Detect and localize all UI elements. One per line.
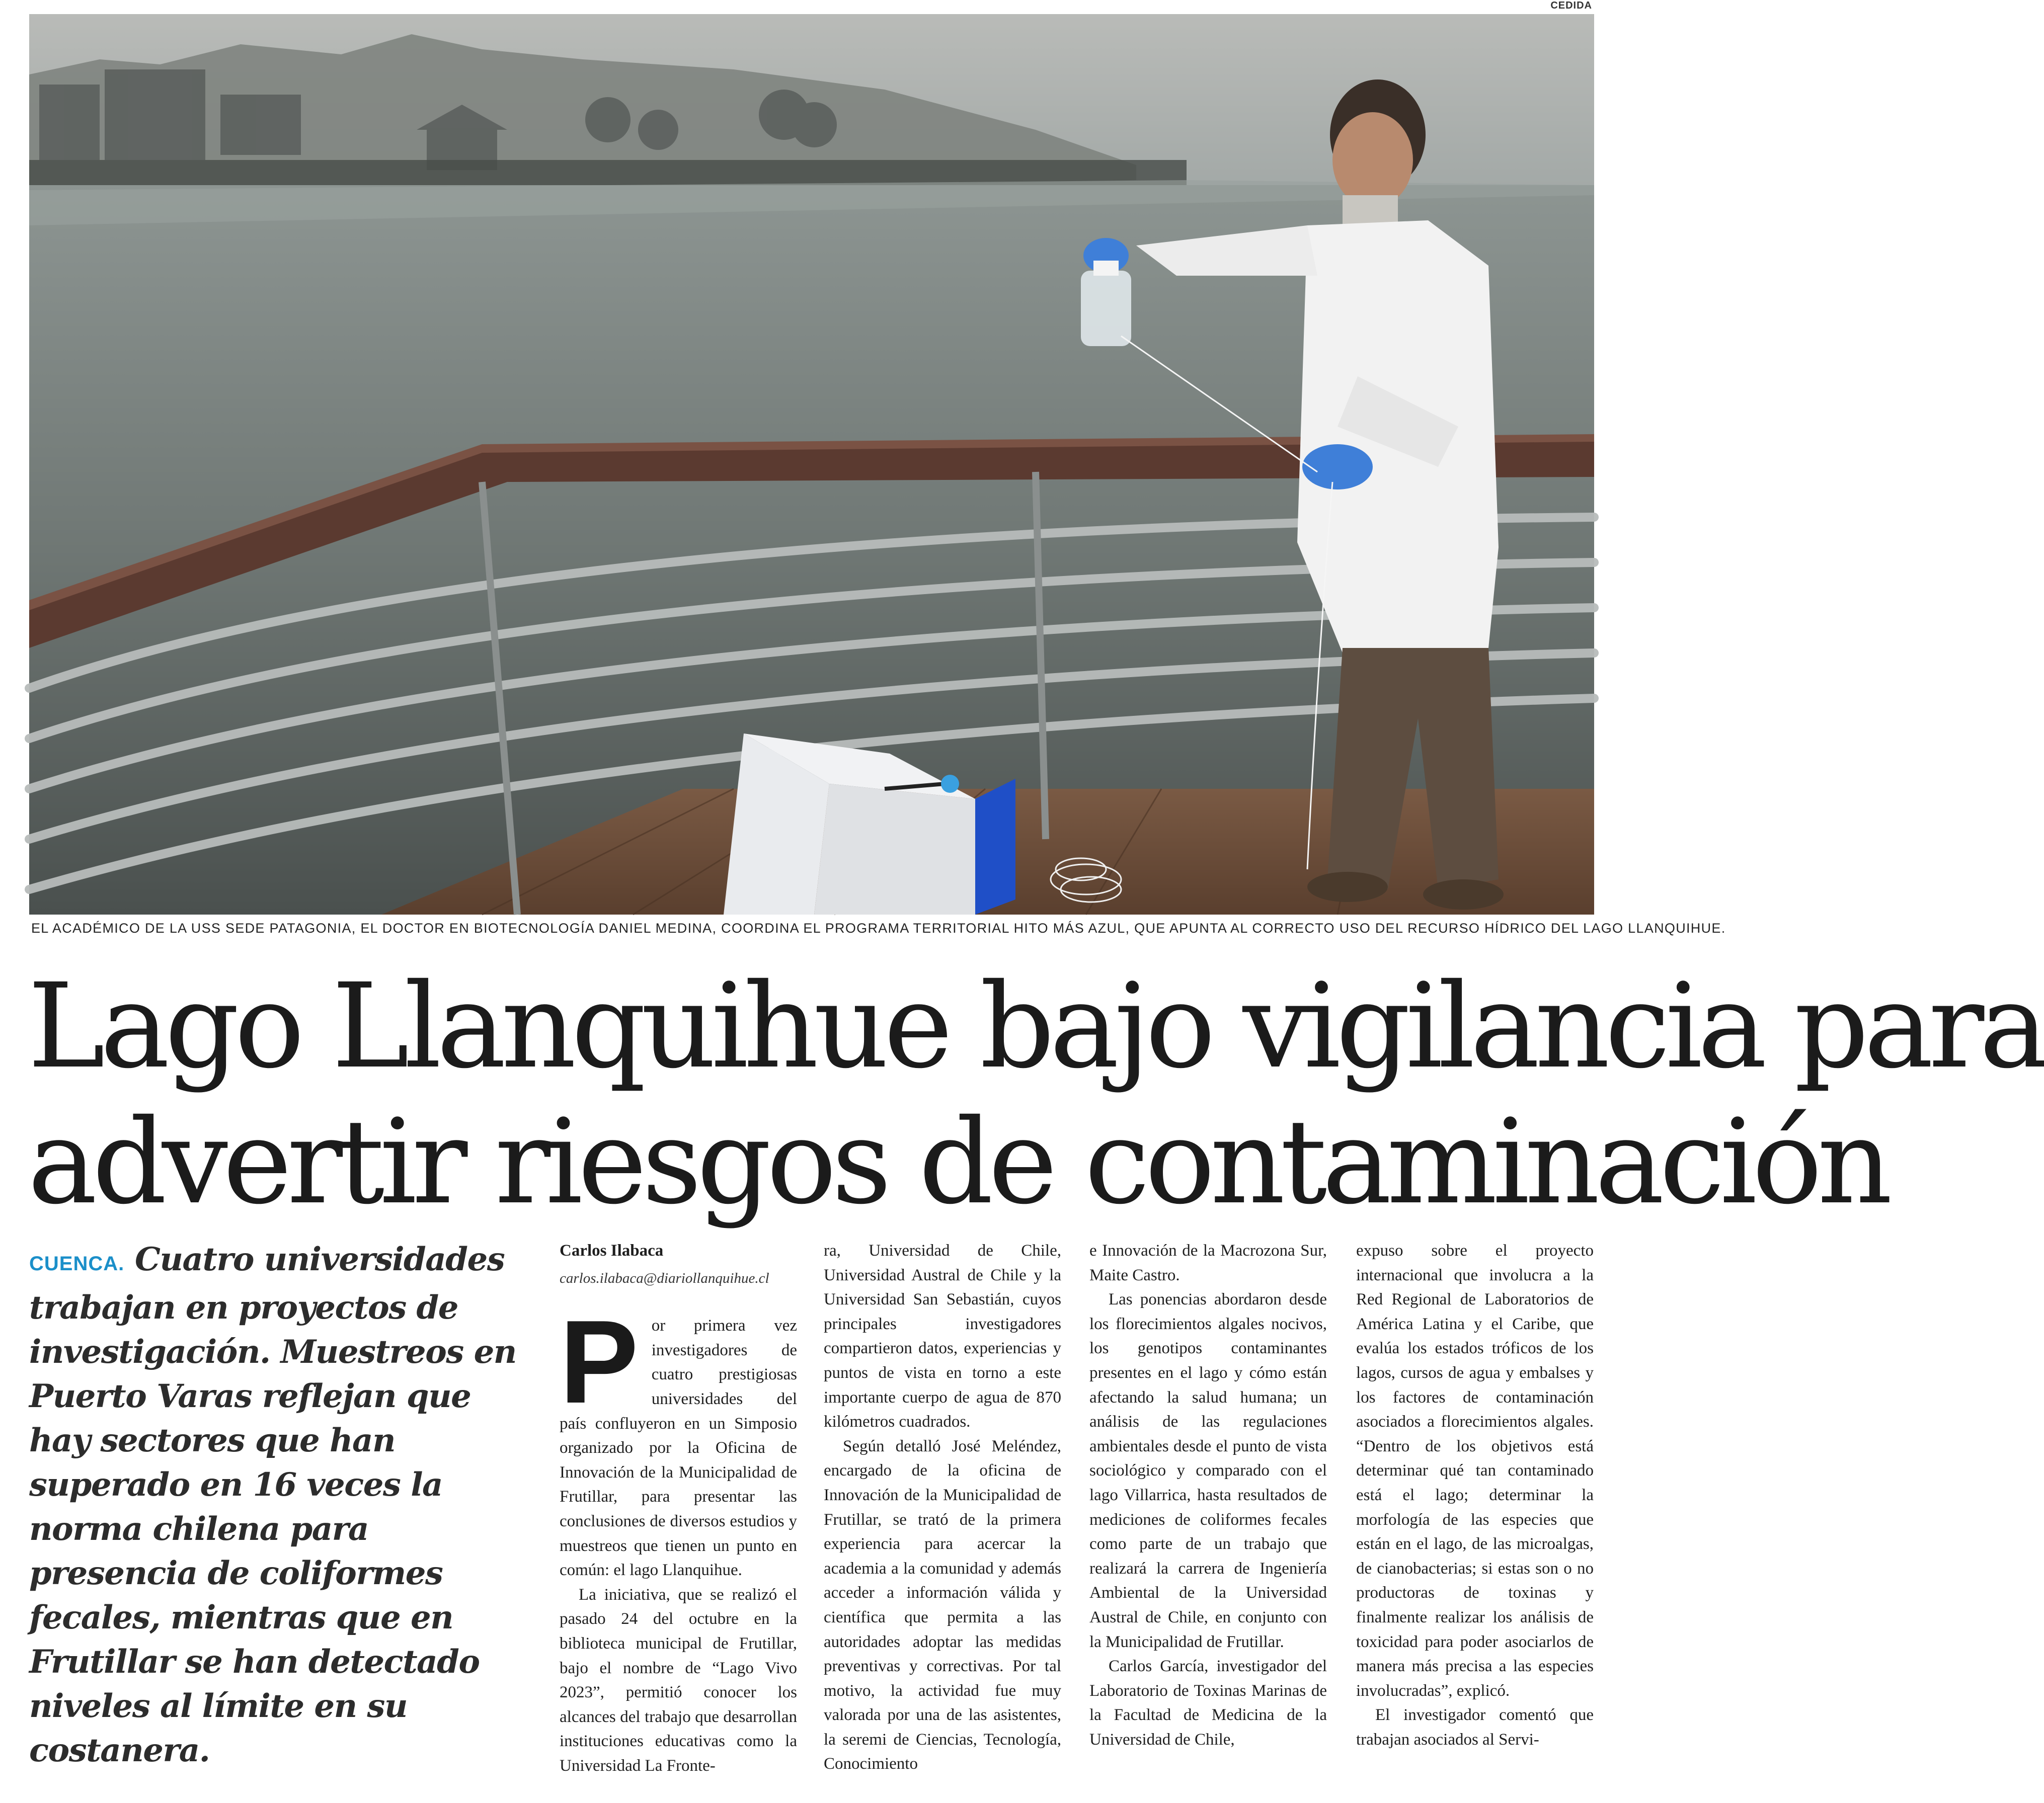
byline-author: Carlos Ilabaca <box>560 1242 664 1260</box>
paragraph: ra, Universidad de Chile, Universidad Austral de Chile y la Universidad San Sebastián, cuyos principales investigadores compartieron datos, experiencias y puntos de vista en torno a este importante cuerpo de agua de 870 kilómetros cuadrados. <box>824 1242 1061 1431</box>
lead-paragraph <box>29 1238 537 1773</box>
lead-kicker: CUENCA. <box>29 1253 125 1275</box>
lead-text: Cuatro universidades trabajan en proyectos de investigación. Muestreos en Puerto Varas reflejan que hay sectores que han superado en 16 veces la norma chilena para presencia de coliformes fecales, mientras que en Frutillar se han detectado niveles al límite en su costanera. <box>29 1241 516 1769</box>
paragraph: El investigador comentó que trabajan asociados al Servi- <box>1356 1706 1594 1749</box>
body-column-1 <box>560 1239 797 1778</box>
paragraph-text: or primera vez investigadores de cuatro prestigiosas universidades del país confluyeron en un Simposio organizado por la Oficina de Innovación de la Municipalidad de Frutillar, para presentar las conclusiones de diversos estudios y muestreos que tienen un punto en común: el lago Llanquihue. <box>560 1317 797 1580</box>
lake-sampling-photo <box>29 14 1594 915</box>
paragraph: expuso sobre el proyecto internacional que involucra a la Red Regional de Laboratorios de América Latina y el Caribe, que evalúa los estados tróficos de los lagos, cursos de agua y embalses y los factores de contaminación asociados a florecimientos algales. “Dentro de los objetivos está determinar qué tan contaminado está el lago; determinar la morfología de las especies que están en el lago, de las microalgas, de cianobacterias; si estas son o no productoras de toxinas y finalmente realizar los análisis de toxicidad para poder asociarlos de manera más precisa a las especies involucradas”, explicó. <box>1356 1242 1594 1700</box>
paragraph: La iniciativa, que se realizó el pasado 24 del octubre en la biblioteca municipal de Frutillar, bajo el nombre de “Lago Vivo 2023”, permitió conocer los alcances del trabajo que desarrollan instituciones educativas como la Universidad La Fronte- <box>560 1585 797 1775</box>
paragraph: Carlos García, investigador del Laboratorio de Toxinas Marinas de la Facultad de Medicina de la Universidad de Chile, <box>1089 1657 1327 1749</box>
photo-credit: CEDIDA <box>1550 0 1592 11</box>
body-column-2 <box>824 1239 1061 1776</box>
drop-cap: P <box>560 1295 639 1428</box>
headline-line-2: advertir riesgos de contaminación <box>28 1094 1888 1230</box>
paragraph: e Innovación de la Macrozona Sur, Maite Castro. <box>1089 1242 1327 1284</box>
byline-email[interactable]: carlos.ilabaca@diariollanquihue.cl <box>560 1270 769 1286</box>
photo-caption: EL ACADÉMICO DE LA USS SEDE PATAGONIA, EL DOCTOR EN BIOTECNOLOGÍA DANIEL MEDINA, COORDINA EL PROGRAMA TERRITORIAL HITO MÁS AZUL, QUE APUNTA AL CORRECTO USO DEL RECURSO HÍDRICO DEL LAGO LLANQUIHUE. <box>31 921 1726 936</box>
paragraph: Las ponencias abordaron desde los florecimientos algales nocivos, los genotipos contaminantes presentes en el lago y cómo están afectando la salud humana; un análisis de las regulaciones ambientales desde el punto de vista sociológico y comparado con el lago Villarrica, hasta resultados de mediciones de coliformes fecales como parte de un trabajo que realizará la carrera de Ingeniería Ambiental de la Universidad Austral de Chile, en conjunto con la Municipalidad de Frutillar. <box>1089 1290 1327 1651</box>
article-photo <box>29 14 1594 915</box>
paragraph: Según detalló José Meléndez, encargado de la oficina de Innovación de la Municipalidad de Frutillar, se trató de la primera experiencia para acercar la academia a la comunidad y además acceder a información válida y científica que permita a las autoridades adoptar las medidas preventivas y correctivas. Por tal motivo, la actividad fue muy valorada por una de las asistentes, la seremi de Ciencias, Tecnología, Conocimiento <box>824 1437 1061 1773</box>
body-column-3 <box>1089 1239 1327 1752</box>
body-column-4 <box>1356 1239 1594 1752</box>
paragraph <box>560 1295 797 1583</box>
headline <box>28 958 2044 1230</box>
headline-line-1: Lago Llanquihue bajo vigilancia para <box>28 958 2044 1094</box>
